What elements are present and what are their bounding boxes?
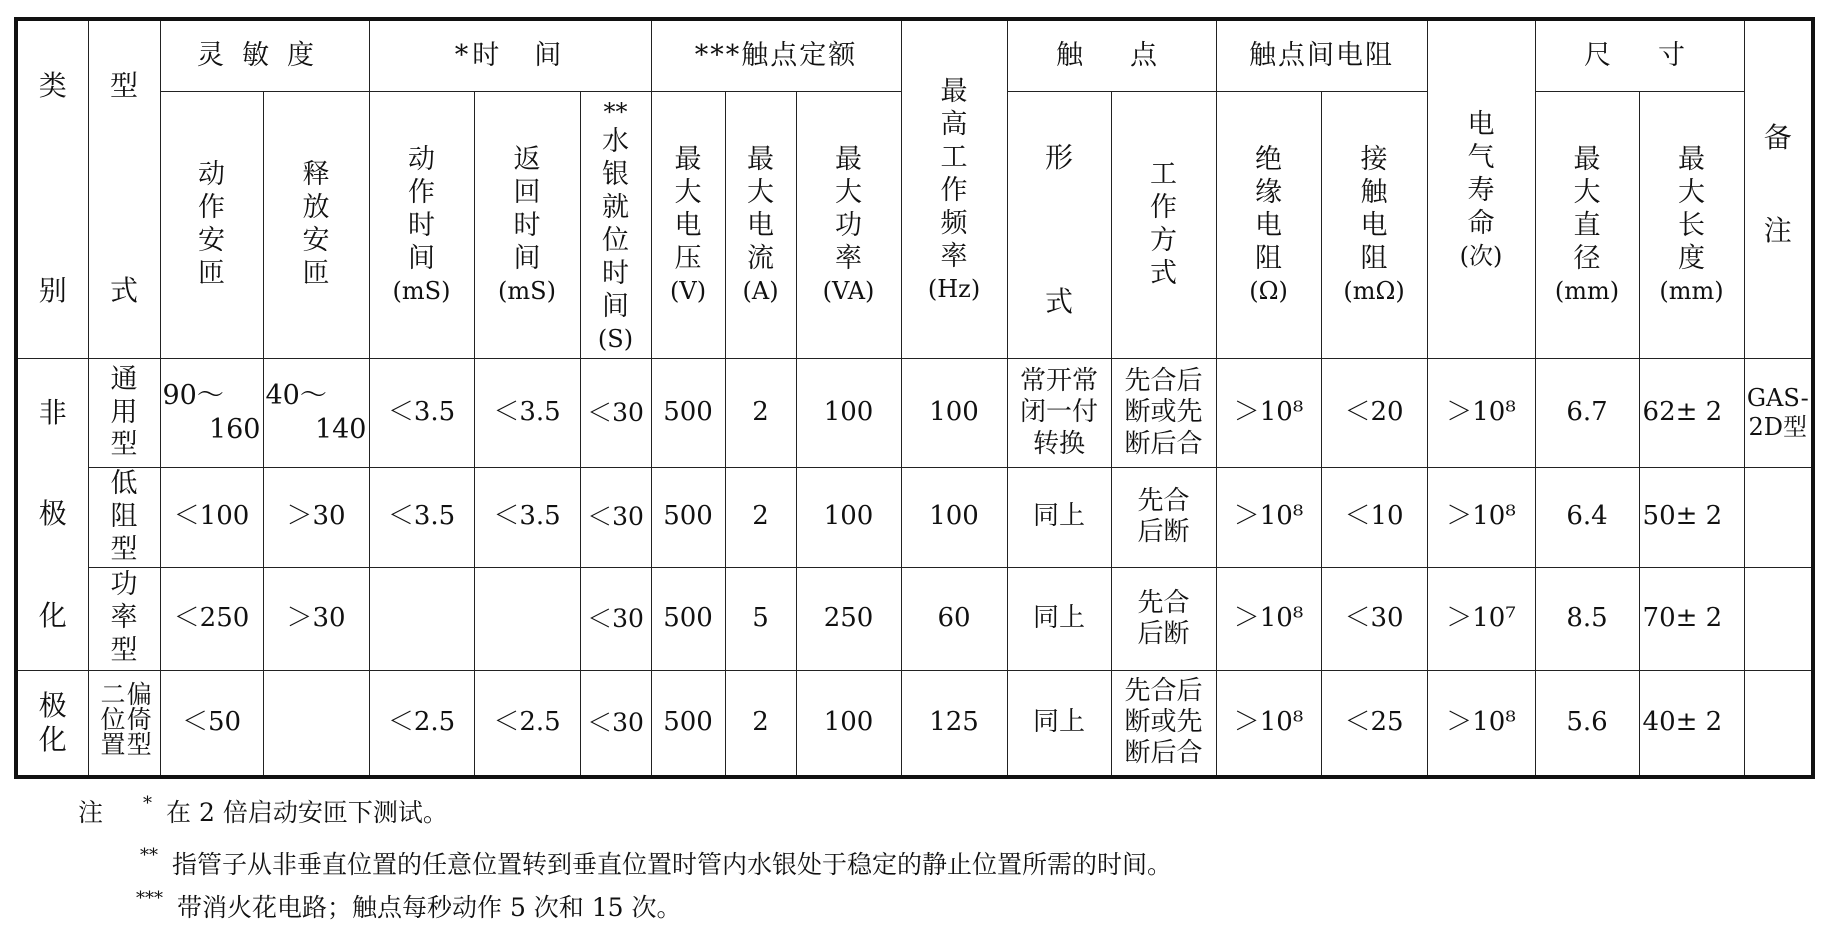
header-contact-form-2: 式 [1045, 284, 1074, 318]
cell-model-text: 通用型 [110, 363, 138, 461]
cell-max-freq: 100 [901, 359, 1007, 468]
cell-remark [1744, 468, 1813, 568]
group-nonpolar-3: 化 [38, 598, 67, 632]
cell-max-dia: 6.4 [1535, 468, 1639, 568]
footnote-3-mark: *** [136, 888, 163, 909]
header-life-label: 电气寿命 [1467, 108, 1495, 239]
cell-max-len: 50± 2 [1639, 468, 1744, 568]
cell-contact-mode: 先合后断或先断后合 [1111, 670, 1216, 776]
cell-sens-operate-to: 160 [208, 414, 261, 445]
header-remark [1744, 19, 1813, 359]
group-nonpolar [16, 359, 88, 671]
header-model-1: 型 [109, 68, 138, 102]
cell-max-current: 2 [725, 670, 796, 776]
cell-sens-operate: ＜100 [160, 468, 263, 568]
cell-insulation: ＞10⁸ [1216, 359, 1321, 468]
header-max-dia [1535, 92, 1639, 359]
cell-life: ＞10⁸ [1427, 468, 1535, 568]
cell-model [88, 567, 160, 670]
cell-contact-res: ＜30 [1321, 567, 1427, 670]
footnote-2-text: 指管子从非垂直位置的任意位置转到垂直位置时管内水银处于稳定的静止位置所需的时间。 [172, 850, 1173, 879]
header-t-release [474, 92, 580, 359]
footnote-2-mark: ** [140, 845, 158, 866]
cell-model-text: 二位置偏倚型 [97, 681, 153, 757]
cell-contact-form: 同上 [1007, 670, 1111, 776]
cell-max-power: 100 [796, 359, 901, 468]
header-category [16, 19, 88, 359]
cell-contact-res: ＜10 [1321, 468, 1427, 568]
cell-life: ＞10⁸ [1427, 670, 1535, 776]
cell-max-power: 100 [796, 468, 901, 568]
header-category-2: 别 [38, 274, 67, 308]
cell-max-power: 100 [796, 670, 901, 776]
header-max-freq-unit: (Hz) [927, 274, 981, 303]
cell-t-release: ＜3.5 [474, 468, 580, 568]
cell-contact-res: ＜20 [1321, 359, 1427, 468]
cell-model [88, 468, 160, 568]
header-t-operate-unit: (mS) [392, 277, 451, 306]
header-max-current-label: 最大电流 [747, 144, 775, 275]
header-max-freq [901, 19, 1007, 359]
group-polar-1: 极 [38, 689, 67, 723]
header-model-2: 式 [109, 274, 138, 308]
header-contact-res-label: 接触电阻 [1360, 144, 1388, 275]
cell-model [88, 670, 160, 776]
header-category-1: 类 [38, 68, 67, 102]
cell-max-dia: 8.5 [1535, 567, 1639, 670]
footnote-1-mark: * [143, 793, 153, 814]
table-row [16, 468, 1813, 568]
cell-max-len: 62± 2 [1639, 359, 1744, 468]
cell-max-voltage: 500 [651, 468, 725, 568]
header-max-voltage-label: 最大电压 [674, 144, 702, 275]
cell-life: ＞10⁷ [1427, 567, 1535, 670]
header-contact-form [1007, 92, 1111, 359]
cell-t-mercury: ＜30 [580, 670, 651, 776]
header-max-len [1639, 92, 1744, 359]
cell-max-current: 2 [725, 468, 796, 568]
cell-model-text: 低阻型 [110, 468, 138, 565]
header-t-mercury-unit: (S) [597, 324, 634, 353]
header-max-power-label: 最大功率 [835, 144, 863, 275]
reed-relay-spec-table [14, 17, 1815, 779]
footnote-1-text: 在 2 倍启动安匝下测试。 [166, 798, 448, 827]
cell-sens-release [263, 359, 369, 468]
cell-t-operate: ＜2.5 [369, 670, 474, 776]
cell-contact-res: ＜25 [1321, 670, 1427, 776]
cell-t-mercury: ＜30 [580, 567, 651, 670]
header-insulation-label: 绝缘电阻 [1255, 144, 1283, 275]
cell-contact-mode: 先合后断或先断后合 [1111, 359, 1216, 468]
cell-contact-mode: 先合后断 [1111, 468, 1216, 568]
cell-max-voltage: 500 [651, 567, 725, 670]
cell-t-operate [369, 567, 474, 670]
group-polar [16, 670, 88, 776]
header-max-len-label: 最大长度 [1678, 144, 1706, 275]
header-sens-operate [160, 92, 263, 359]
header-insulation-unit: (Ω) [1249, 277, 1288, 306]
cell-max-freq: 60 [901, 567, 1007, 670]
header-t-operate-label: 动作时间 [408, 144, 435, 275]
group-nonpolar-1: 非 [38, 395, 67, 429]
header-sens-operate-label: 动作安匝 [198, 159, 225, 289]
group-header-row [16, 19, 1813, 92]
cell-life: ＞10⁸ [1427, 359, 1535, 468]
footnote-3-text: 带消火花电路；触点每秒动作 5 次和 15 次。 [177, 893, 682, 922]
cell-max-freq: 125 [901, 670, 1007, 776]
header-t-release-label: 返回时间 [513, 144, 541, 275]
cell-max-current: 5 [725, 567, 796, 670]
header-model [88, 19, 160, 359]
cell-remark: GAS-2D型 [1744, 359, 1813, 468]
cell-max-freq: 100 [901, 468, 1007, 568]
table-row [16, 359, 1813, 468]
cell-sens-release [263, 670, 369, 776]
footnote-label: 注 [78, 798, 104, 827]
cell-sens-operate-from: 90～ [162, 380, 224, 412]
header-remark-1: 备 [1763, 120, 1792, 154]
header-contact-mode [1111, 92, 1216, 359]
cell-sens-operate: ＜50 [160, 670, 263, 776]
header-sens-release [263, 92, 369, 359]
cell-t-mercury: ＜30 [580, 468, 651, 568]
header-max-current [725, 92, 796, 359]
header-max-voltage-unit: (V) [670, 277, 707, 306]
group-nonpolar-2: 极 [38, 497, 67, 531]
table-row [16, 670, 1813, 776]
cell-contact-form: 常开常闭一付转换 [1007, 359, 1111, 468]
cell-max-len: 70± 2 [1639, 567, 1744, 670]
cell-contact-form: 同上 [1007, 567, 1111, 670]
cell-sens-release-from: 40～ [265, 380, 327, 412]
footnote-2 [140, 845, 1172, 881]
header-life [1427, 19, 1535, 359]
header-max-len-unit: (mm) [1659, 277, 1724, 306]
header-t-release-unit: (mS) [498, 277, 556, 306]
cell-contact-mode: 先合后断 [1111, 567, 1216, 670]
header-contact-mode-label: 工作方式 [1150, 159, 1178, 289]
table-row [16, 567, 1813, 670]
header-sens-release-label: 释放安匝 [302, 159, 330, 289]
cell-model-text: 功率型 [110, 569, 138, 667]
cell-max-dia: 5.6 [1535, 670, 1639, 776]
cell-max-len: 40± 2 [1639, 670, 1744, 776]
footnote-3 [136, 888, 682, 924]
header-life-unit: (次) [1459, 241, 1503, 270]
header-contact-res-unit: (mΩ) [1343, 277, 1405, 306]
cell-max-current: 2 [725, 359, 796, 468]
cell-max-voltage: 500 [651, 670, 725, 776]
cell-remark [1744, 670, 1813, 776]
cell-t-release [474, 567, 580, 670]
header-t-operate [369, 92, 474, 359]
header-max-dia-unit: (mm) [1554, 277, 1620, 306]
header-max-power-unit: (VA) [822, 277, 875, 306]
header-size: 尺 寸 [1535, 19, 1744, 92]
header-t-mercury-star: ** [603, 97, 628, 126]
header-max-dia-label: 最大直径 [1573, 144, 1601, 275]
cell-t-release: ＜3.5 [474, 359, 580, 468]
cell-sens-operate: ＜250 [160, 567, 263, 670]
header-t-mercury-label: 水银就位时间 [602, 126, 630, 322]
cell-max-dia: 6.7 [1535, 359, 1639, 468]
header-max-freq-label: 最高工作频率 [940, 75, 968, 272]
header-contact-rating: ***触点定额 [651, 19, 901, 92]
cell-sens-operate [160, 359, 263, 468]
cell-insulation: ＞10⁸ [1216, 670, 1321, 776]
header-sensitivity: 灵敏度 [160, 19, 369, 92]
header-t-mercury [580, 92, 651, 359]
cell-max-power: 250 [796, 567, 901, 670]
header-insulation [1216, 92, 1321, 359]
cell-max-voltage: 500 [651, 359, 725, 468]
header-max-power [796, 92, 901, 359]
cell-sens-release: ＞30 [263, 567, 369, 670]
cell-insulation: ＞10⁸ [1216, 567, 1321, 670]
header-remark-2: 注 [1763, 214, 1792, 248]
cell-model [88, 359, 160, 468]
group-polar-2: 化 [38, 722, 67, 756]
header-contact-form-1: 形 [1045, 141, 1074, 174]
header-contact-res [1321, 92, 1427, 359]
cell-insulation: ＞10⁸ [1216, 468, 1321, 568]
header-max-current-unit: (A) [742, 277, 779, 306]
header-resistance: 触点间电阻 [1216, 19, 1427, 92]
footnote-1 [78, 793, 448, 829]
cell-sens-release-to: 140 [314, 414, 367, 445]
header-contact: 触 点 [1007, 19, 1216, 92]
cell-t-release: ＜2.5 [474, 670, 580, 776]
cell-contact-form: 同上 [1007, 468, 1111, 568]
header-time: *时 间 [369, 19, 651, 92]
cell-sens-release: ＞30 [263, 468, 369, 568]
header-max-voltage [651, 92, 725, 359]
cell-t-mercury: ＜30 [580, 359, 651, 468]
cell-t-operate: ＜3.5 [369, 359, 474, 468]
cell-t-operate: ＜3.5 [369, 468, 474, 568]
cell-remark [1744, 567, 1813, 670]
